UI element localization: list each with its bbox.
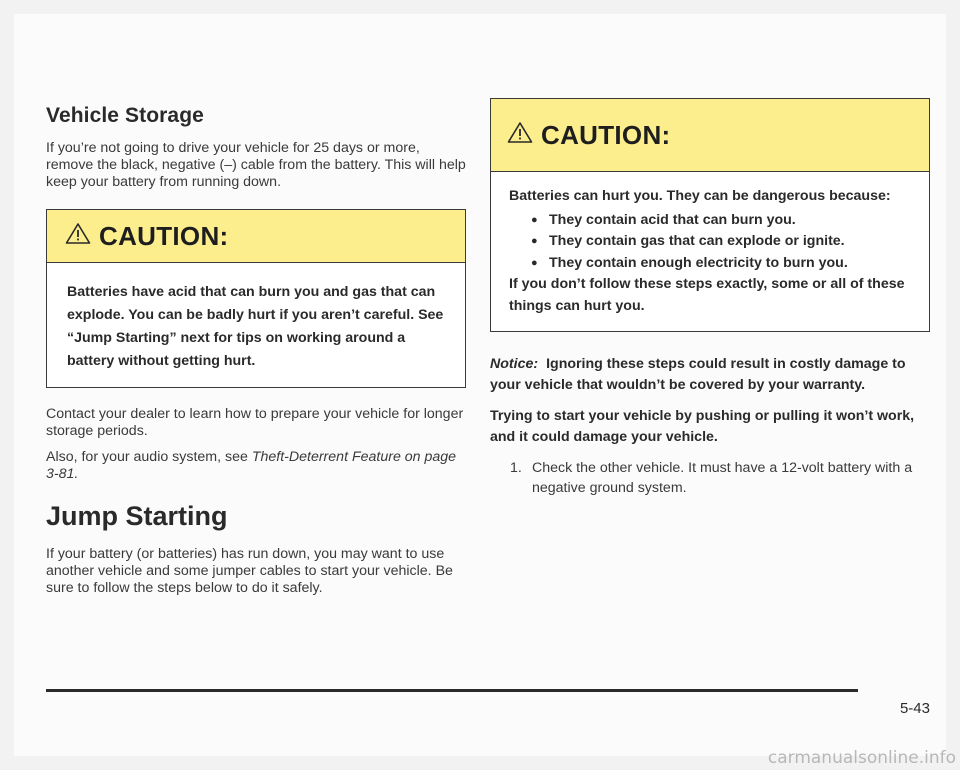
caution-header-right xyxy=(491,99,929,172)
notice-paragraph xyxy=(490,354,930,396)
theft-deterrent-reference: Theft-Deterrent Feature on page 3-81. xyxy=(46,449,457,482)
steps-list xyxy=(490,458,930,498)
caution-intro: Batteries can hurt you. They can be dangerous because: xyxy=(509,188,891,204)
caution-text-left: Batteries have acid that can burn you and gas that can explode. You can be badly hurt if you aren’t careful. See “Jump Starting” next for tips on working around a battery without getting hurt. xyxy=(67,284,444,369)
right-column xyxy=(490,98,930,498)
page-number: 5-43 xyxy=(899,700,930,717)
left-column xyxy=(46,104,466,606)
caution-bullets xyxy=(509,210,913,275)
bullet-item: ● They contain enough electricity to burn you. xyxy=(531,253,913,275)
step-text: Check the other vehicle. It must have a 12-volt battery with a negative ground system. xyxy=(532,460,913,496)
notice-text: Ignoring these steps could result in costly damage to your vehicle that wouldn’t be covered by your warranty. xyxy=(490,356,906,393)
caution-header-left xyxy=(47,210,465,263)
vehicle-storage-heading: Vehicle Storage xyxy=(46,104,204,127)
storage-paragraph: If you’re not going to drive your vehicle for 25 days or more, remove the black, negative (–) cable from the battery. This will help keep your battery from running down. xyxy=(46,140,466,190)
bullet-item: ● They contain acid that can burn you. xyxy=(531,210,913,232)
caution-title-right: CAUTION: xyxy=(541,119,671,150)
step-item xyxy=(510,458,930,498)
jump-paragraph: If your battery (or batteries) has run down, you may want to use another vehicle and some jumper cables to start your vehicle. Be sure to follow the steps below to do it safely. xyxy=(46,546,453,596)
footer-rule xyxy=(46,689,858,692)
dealer-paragraph: Contact your dealer to learn how to prepare your vehicle for longer storage periods. xyxy=(46,406,464,439)
caution-box-right xyxy=(490,98,930,332)
audio-prefix: Also, for your audio system, see xyxy=(46,449,252,465)
bullet-item: ● They contain gas that can explode or ignite. xyxy=(531,231,913,253)
jump-starting-heading: Jump Starting xyxy=(46,501,228,531)
audio-paragraph xyxy=(46,449,466,483)
caution-text-right xyxy=(491,172,929,331)
notice-label: Notice: xyxy=(490,356,539,372)
warning-triangle-icon xyxy=(65,222,91,250)
caution-outro: If you don’t follow these steps exactly, some or all of these things can hurt you. xyxy=(509,276,905,314)
warning-triangle-icon xyxy=(507,121,533,149)
step-number: 1. xyxy=(510,460,522,476)
trying-paragraph: Trying to start your vehicle by pushing or pulling it won’t work, and it could damage your vehicle. xyxy=(490,408,915,445)
caution-title-left: CAUTION: xyxy=(99,220,229,251)
watermark: carmanualsonline.info xyxy=(767,748,956,768)
caution-box-left xyxy=(46,209,466,388)
